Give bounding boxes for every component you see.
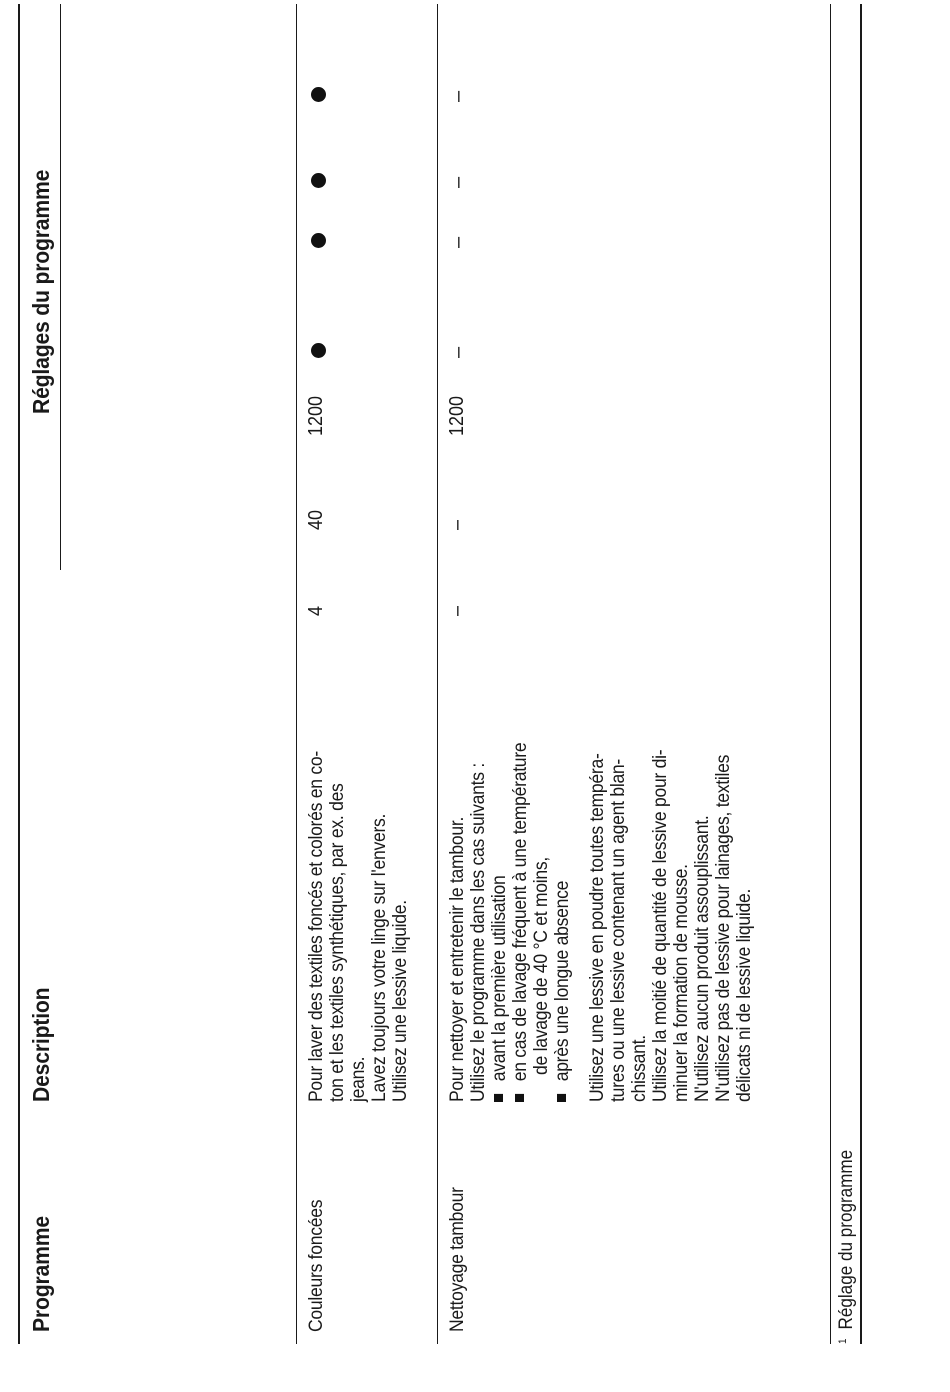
description-line: chissant. — [628, 1035, 650, 1102]
bullet-text: avant la première utilisation — [488, 875, 510, 1082]
settings-header-rule — [60, 4, 61, 570]
header-top-rule — [18, 4, 20, 1344]
row2-value-temperature: – — [446, 519, 468, 530]
row1-marker-dot — [311, 343, 326, 358]
row1-description — [306, 751, 411, 1102]
table-bottom-rule — [830, 4, 831, 1344]
description-line: jeans. — [347, 1056, 369, 1102]
description-line: délicats ni de lessive liquide. — [733, 888, 755, 1102]
bullet-text: après une longue absence — [551, 880, 573, 1082]
row1-marker-dot — [311, 87, 326, 102]
header-description: Description — [28, 987, 54, 1102]
footnote — [836, 1150, 858, 1344]
row2-marker-dash: – — [447, 176, 469, 188]
row2-programme: Nettoyage tambour — [446, 1187, 468, 1332]
row1-marker-dot — [311, 233, 326, 248]
description-line: Utilisez le programme dans les cas suivants : — [467, 763, 489, 1102]
description-line: N'utilisez pas de lessive pour lainages, textiles — [712, 754, 734, 1102]
row2-value-spin: 1200 — [446, 395, 468, 436]
description-line: ton et les textiles synthétiques, par ex. des — [326, 783, 348, 1102]
description-line: Pour laver des textiles foncés et colorés en co- — [305, 751, 327, 1102]
description-line: N'utilisez aucun produit assouplissant. — [691, 815, 713, 1102]
row2-description — [447, 743, 755, 1102]
description-line: Pour nettoyer et entretenir le tambour. — [446, 816, 468, 1102]
bullet-text: en cas de lavage fréquent à une température — [509, 742, 531, 1082]
header-programme: Programme — [28, 1216, 54, 1332]
row1-value-temperature: 40 — [305, 509, 327, 530]
description-line: tures ou une lessive contenant un agent blan- — [607, 759, 629, 1102]
row1-value-spin: 1200 — [305, 395, 327, 436]
row1-marker-dot — [311, 173, 326, 188]
bullet-square-icon — [515, 1094, 524, 1102]
bullet-item — [489, 743, 510, 1102]
description-line: Utilisez une lessive liquide. — [389, 900, 411, 1102]
bullet-item — [552, 743, 573, 1102]
row1-programme: Couleurs foncées — [305, 1199, 327, 1332]
footnote-marker: 1 — [837, 1338, 849, 1344]
row2-marker-dash: – — [447, 346, 469, 358]
row2-marker-dash: – — [447, 236, 469, 248]
description-line: Utilisez une lessive en poudre toutes tempéra- — [586, 753, 608, 1102]
bullet-item — [510, 743, 531, 1102]
page-bottom-rule — [860, 4, 862, 1344]
description-line: Utilisez la moitié de quantité de lessive pour di- — [649, 749, 671, 1102]
row2-marker-dash: – — [447, 90, 469, 102]
header-bottom-rule — [296, 4, 297, 1344]
row2-value-load: – — [446, 605, 468, 616]
row-divider-rule — [437, 4, 438, 1344]
row1-value-load: 4 — [305, 605, 327, 616]
bullet-square-icon — [557, 1094, 566, 1102]
bullet-continuation: de lavage de 40 °C et moins, — [530, 857, 552, 1075]
footnote-text: Réglage du programme — [836, 1149, 857, 1330]
description-line: minuer la formation de mousse. — [670, 864, 692, 1102]
description-line: Lavez toujours votre linge sur l'envers. — [368, 813, 390, 1102]
header-settings: Réglages du programme — [28, 169, 54, 414]
bullet-square-icon — [494, 1094, 503, 1102]
